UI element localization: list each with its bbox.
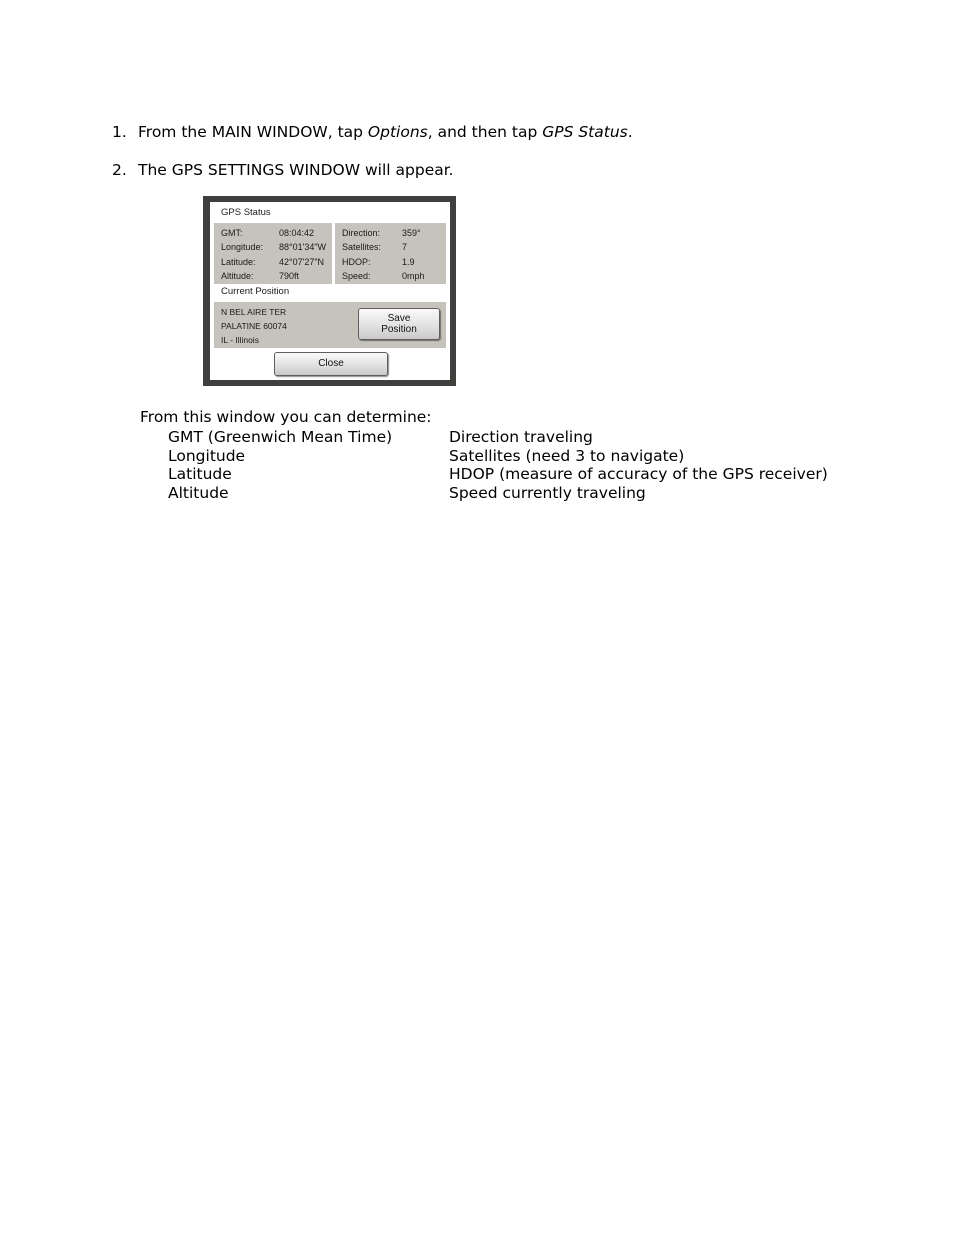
- direction-row: [342, 226, 421, 240]
- field-value: 1.9: [402, 257, 415, 267]
- step-text: From the MAIN WINDOW, tap: [138, 123, 368, 141]
- list-item: HDOP (measure of accuracy of the GPS receiver): [449, 465, 828, 484]
- address-line: IL - Illinois: [221, 335, 259, 345]
- field-value: 790ft: [279, 271, 300, 281]
- step-number: 2.: [112, 161, 127, 179]
- step-text: , and then tap: [427, 123, 543, 141]
- list-item: Direction traveling: [449, 428, 593, 446]
- save-button-label: Position: [381, 324, 417, 335]
- options-emphasis: Options: [367, 123, 428, 141]
- longitude-row: [221, 240, 327, 254]
- field-value: 08:04:42: [279, 228, 315, 238]
- field-label: Speed:: [342, 271, 371, 281]
- speed-row: [342, 269, 425, 283]
- list-item: Speed currently traveling: [449, 484, 646, 503]
- save-button-label: Save: [387, 313, 411, 324]
- current-position-heading: Current Position: [221, 286, 290, 297]
- hdop-row: [342, 255, 415, 269]
- position-info-panel: [214, 223, 332, 284]
- step-2: [112, 161, 454, 179]
- list-item: Latitude: [168, 465, 232, 484]
- field-label: Satellites:: [342, 242, 382, 252]
- field-label: Direction:: [342, 228, 381, 238]
- capabilities-list-left: [168, 428, 392, 503]
- list-item: Altitude: [168, 484, 229, 503]
- field-label: HDOP:: [342, 257, 371, 267]
- list-item: Satellites (need 3 to navigate): [449, 446, 685, 465]
- step-number: 1.: [112, 123, 127, 141]
- field-value: 7: [402, 242, 408, 252]
- field-label: GMT:: [221, 228, 243, 238]
- latitude-row: [221, 255, 325, 269]
- field-value: 88°01'34"W: [279, 242, 327, 252]
- dialog-title: GPS Status: [221, 207, 271, 218]
- address-line: PALATINE 60074: [221, 321, 287, 331]
- address-line: N BEL AIRE TER: [221, 307, 287, 317]
- gps-status-screenshot: [203, 196, 456, 386]
- step-1: [112, 123, 633, 141]
- field-value: 42°07'27"N: [279, 257, 325, 267]
- step-text: The GPS SETTINGS WINDOW will appear.: [138, 161, 454, 179]
- satellites-row: [342, 240, 408, 254]
- gps-status-dialog: [210, 202, 450, 380]
- motion-info-panel: [335, 223, 446, 284]
- list-item: Longitude: [168, 446, 246, 465]
- step-text: .: [627, 123, 633, 141]
- field-label: Latitude:: [221, 257, 256, 267]
- altitude-row: [221, 269, 300, 283]
- save-position-button[interactable]: [358, 308, 440, 340]
- intro-text: From this window you can determine:: [140, 408, 432, 426]
- capabilities-list-right: [449, 428, 828, 503]
- close-button[interactable]: Close: [274, 352, 388, 376]
- gmt-row: [221, 226, 315, 240]
- field-label: Altitude:: [221, 271, 254, 281]
- list-item: GMT (Greenwich Mean Time): [168, 428, 393, 446]
- field-label: Longitude:: [221, 242, 264, 252]
- gps-status-emphasis: GPS Status: [542, 123, 628, 141]
- field-value: 359°: [402, 228, 421, 238]
- field-value: 0mph: [402, 271, 425, 281]
